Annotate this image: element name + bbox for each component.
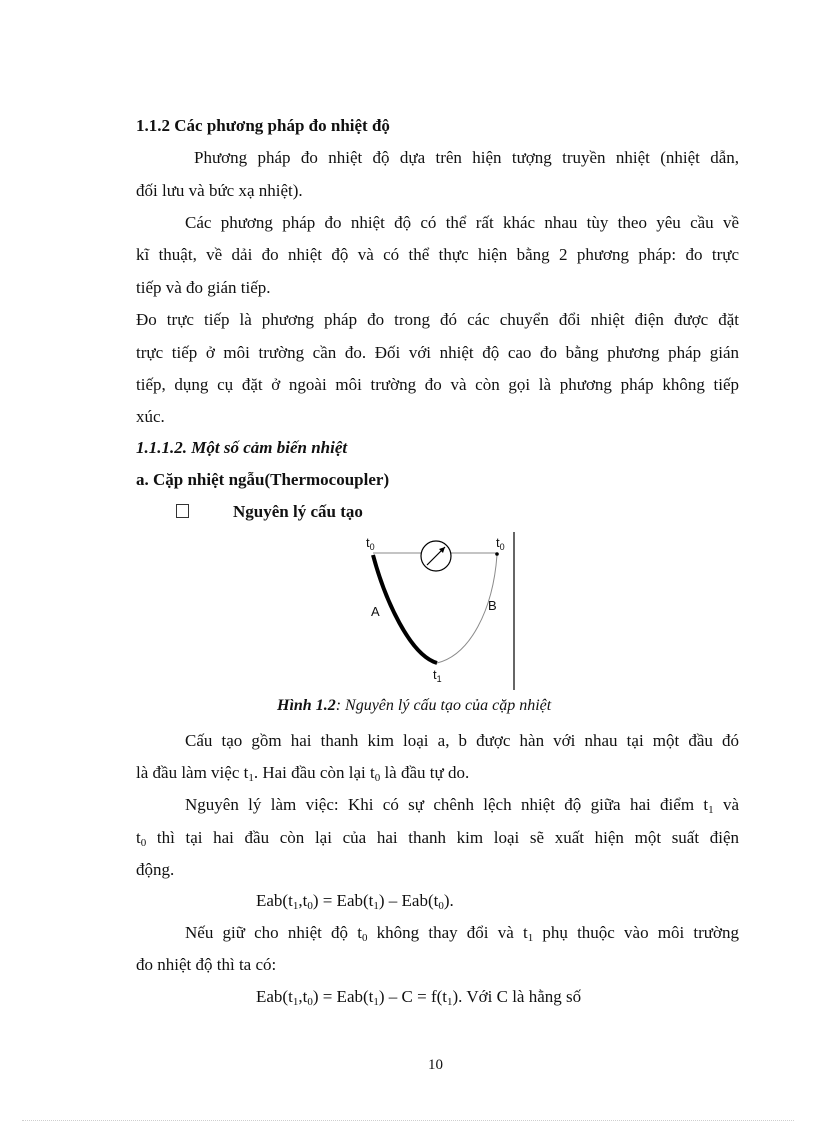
- paragraph-line: đo nhiệt độ thì ta có:: [136, 955, 277, 974]
- equation-2: $Eab(t_1,t_0) = Eab(t_1) - C = f(t_1)$. Với C là hằng số: [256, 987, 582, 1008]
- page-number: 10: [428, 1057, 443, 1073]
- figure-caption: Hình 1.2: Nguyên lý cấu tạo của cặp nhiệt: [277, 697, 552, 714]
- bullet-box-icon: [176, 504, 189, 518]
- equation-1: $Eab(t_1,t_0) = Eab(t_1) - Eab(t_0)$.: [256, 891, 454, 912]
- page-bottom-rule: [22, 1120, 794, 1121]
- wire-a: [373, 555, 437, 663]
- label-a: A: [371, 604, 380, 619]
- paragraph-line: là đầu làm việc $t_1$. Hai đầu còn lại $t_0$ là đầu tự do.: [136, 763, 470, 784]
- item-heading: a. Cặp nhiệt ngẫu(Thermocoupler): [136, 470, 390, 489]
- paragraph-line: đối lưu và bức xạ nhiệt).: [136, 181, 303, 200]
- subsection-heading: 1.1.1.2. Một số cảm biến nhiệt: [136, 438, 348, 457]
- label-t0-left: $t_0$: [366, 535, 375, 552]
- paragraph-line: tiếp và đo gián tiếp.: [136, 278, 271, 297]
- section-heading: 1.1.2 Các phương pháp đo nhiệt độ: [136, 116, 390, 135]
- paragraph-line: động.: [136, 860, 175, 879]
- thermocouple-diagram: [355, 530, 530, 690]
- paragraph-line: Nguyên lý làm việc: Khi có sự chênh lệch nhiệt độ giữa hai điểm $t_1$ và: [185, 795, 739, 816]
- paragraph-line: tiếp, dụng cụ đặt ở ngoài môi trường đo và còn gọi là phương pháp không tiếp: [136, 375, 739, 394]
- paragraph-line: kĩ thuật, về dải đo nhiệt độ và có thể thực hiện bằng 2 phương pháp: đo trực: [136, 245, 739, 264]
- junction-dot: [495, 552, 499, 556]
- paragraph-line: trực tiếp ở môi trường cần đo. Đối với nhiệt độ cao đo bằng phương pháp gián: [136, 343, 739, 362]
- paragraph-line: Nếu giữ cho nhiệt độ $t_0$ không thay đổi và $t_1$ phụ thuộc vào môi trường: [185, 923, 739, 944]
- bullet-label: Nguyên lý cấu tạo: [233, 502, 363, 521]
- paragraph-line: $t_0$ thì tại hai đầu còn lại của hai thanh kim loại sẽ xuất hiện một suất điện: [136, 828, 739, 849]
- label-t0-right: $t_0$: [496, 535, 505, 552]
- paragraph-line: Phương pháp đo nhiệt độ dựa trên hiện tượng truyền nhiệt (nhiệt dẫn,: [194, 148, 739, 167]
- paragraph-line: xúc.: [136, 407, 165, 426]
- paragraph-line: Đo trực tiếp là phương pháp đo trong đó các chuyển đổi nhiệt điện được đặt: [136, 310, 739, 329]
- label-t1: $t_1$: [433, 667, 442, 684]
- label-b: B: [488, 598, 497, 613]
- paragraph-line: Các phương pháp đo nhiệt độ có thể rất khác nhau tùy theo yêu cầu về: [185, 213, 739, 232]
- paragraph-line: Cấu tạo gồm hai thanh kim loại a, b được hàn với nhau tại một đầu đó: [185, 731, 739, 750]
